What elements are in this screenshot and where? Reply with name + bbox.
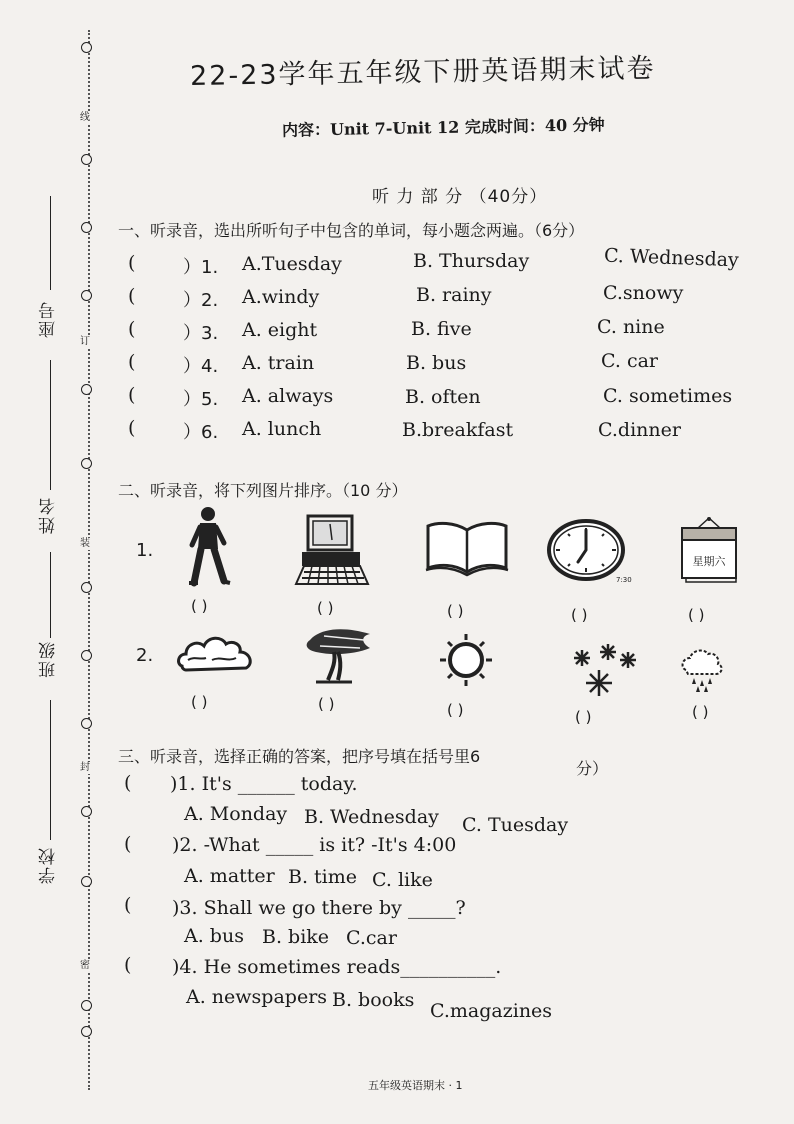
answer-bracket[interactable]: (	[124, 833, 132, 855]
binding-circle	[81, 806, 92, 817]
answer-bracket[interactable]: (	[124, 772, 132, 794]
binding-circle	[81, 718, 92, 729]
order-bracket[interactable]: ( )	[191, 693, 208, 711]
seat-line	[50, 196, 51, 290]
option-c: C. Wednesday	[603, 244, 740, 272]
order-bracket[interactable]: ( )	[692, 703, 709, 721]
option-a: A. bus	[184, 925, 244, 947]
listening-heading: 听 力 部 分 （40分）	[372, 187, 548, 207]
option-c: C.magazines	[430, 1000, 553, 1022]
calendar-icon	[678, 516, 740, 586]
order-bracket[interactable]: ( )	[191, 597, 208, 615]
answer-bracket[interactable]: (	[124, 894, 132, 916]
order-bracket[interactable]: ( )	[447, 602, 464, 620]
order-bracket[interactable]: ( )	[318, 695, 335, 713]
cloudy-icon	[176, 630, 256, 676]
option-c: C.car	[346, 927, 397, 949]
item-number: ）6.	[183, 422, 219, 443]
answer-bracket[interactable]: (	[128, 417, 136, 439]
part3-title-tail: 分）	[576, 759, 609, 778]
option-b: B. bike	[262, 926, 330, 948]
name-line	[50, 360, 51, 490]
question-text: )2. -What _____ is it? -It's 4:00	[172, 834, 457, 856]
option-b: B. time	[288, 866, 358, 888]
question-text: )1. It's ______ today.	[170, 773, 358, 795]
school-line	[50, 700, 51, 840]
option-a: A.windy	[242, 286, 320, 308]
part3-title: 三、听录音，选择正确的答案，把序号填在括号里6	[118, 747, 481, 766]
rain-icon	[680, 644, 724, 692]
option-c: C. sometimes	[603, 385, 733, 407]
order-bracket[interactable]: ( )	[571, 606, 588, 624]
item-number: ）3.	[183, 323, 219, 344]
walking-man-icon	[186, 505, 232, 587]
order-bracket[interactable]: ( )	[447, 701, 464, 719]
calendar-text: 星期六	[692, 555, 726, 568]
order-bracket[interactable]: ( )	[688, 606, 705, 624]
exam-subtitle: 内容：Unit 7-Unit 12 完成时间：40 分钟	[281, 115, 605, 140]
binding-char: 线	[80, 112, 90, 123]
option-c: C. Tuesday	[462, 814, 569, 836]
order-bracket[interactable]: ( )	[317, 599, 334, 617]
option-b: B. five	[411, 318, 472, 340]
exam-title: 22-23学年五年级下册英语期末试卷	[189, 52, 656, 93]
item-number: ）4.	[183, 356, 219, 377]
binding-circle	[81, 222, 92, 233]
clock-time-text: 7:30	[616, 576, 632, 584]
binding-circle	[81, 458, 92, 469]
binding-circle	[81, 582, 92, 593]
part2-title: 二、听录音，将下列图片排序。（10 分）	[118, 481, 408, 500]
option-b: B. Thursday	[413, 250, 530, 272]
item-number: ）1.	[183, 257, 219, 278]
option-c: C. car	[601, 350, 658, 372]
option-a: A. newspapers	[186, 986, 328, 1008]
snow-icon	[566, 642, 640, 698]
question-text: )3. Shall we go there by _____?	[172, 897, 466, 919]
school-label: 学校	[39, 846, 59, 884]
seat-number-label: 座号	[39, 300, 59, 338]
answer-bracket[interactable]: (	[128, 318, 136, 340]
option-b: B. rainy	[416, 284, 492, 306]
class-line	[50, 552, 51, 638]
option-a: A.Tuesday	[242, 253, 342, 275]
binding-char: 装	[80, 538, 90, 549]
binding-circle	[81, 384, 92, 395]
binding-circle	[81, 1026, 92, 1037]
question-text: )4. He sometimes reads__________.	[172, 956, 502, 978]
option-b: B. books	[332, 989, 415, 1011]
answer-bracket[interactable]: (	[128, 384, 136, 406]
class-label: 班级	[39, 640, 59, 678]
part1-title: 一、听录音，选出所听句子中包含的单词，每小题念两遍。（6分）	[118, 221, 585, 240]
option-b: B. Wednesday	[304, 806, 439, 828]
picture-row-1-label: 1.	[136, 540, 154, 561]
binding-char: 封	[80, 762, 90, 773]
windy-tree-icon	[304, 626, 376, 684]
option-a: A. always	[242, 385, 334, 407]
option-a: A. train	[242, 352, 315, 374]
item-number: ）2.	[183, 290, 219, 311]
binding-char: 密	[80, 960, 90, 971]
option-b: B. often	[405, 386, 481, 408]
order-bracket[interactable]: ( )	[575, 708, 592, 726]
binding-circle	[81, 876, 92, 887]
binding-circle	[81, 290, 92, 301]
sun-icon	[436, 630, 496, 690]
name-label: 姓名	[39, 496, 59, 534]
picture-row-2-label: 2.	[136, 645, 154, 666]
open-book-icon	[424, 520, 510, 576]
option-a: A. eight	[242, 319, 318, 341]
binding-circle	[81, 650, 92, 661]
option-a: A. matter	[184, 865, 275, 887]
binding-circle	[81, 1000, 92, 1011]
answer-bracket[interactable]: (	[128, 285, 136, 307]
option-a: A. Monday	[184, 803, 288, 825]
option-c: C.dinner	[598, 419, 681, 441]
option-b: B.breakfast	[402, 419, 514, 441]
binding-circle	[81, 154, 92, 165]
page-footer: 五年级英语期末 · 1	[368, 1079, 463, 1092]
option-b: B. bus	[406, 352, 467, 374]
option-c: C. like	[372, 869, 433, 891]
binding-circle	[81, 42, 92, 53]
answer-bracket[interactable]: (	[128, 252, 136, 274]
option-c: C. nine	[597, 316, 665, 338]
answer-bracket[interactable]: (	[128, 351, 136, 373]
clock-icon	[546, 518, 630, 586]
computer-icon	[294, 514, 374, 586]
item-number: ）5.	[183, 389, 219, 410]
binding-char: 订	[80, 336, 90, 347]
answer-bracket[interactable]: (	[124, 954, 132, 976]
binding-dotted-line	[88, 30, 90, 1090]
option-a: A. lunch	[242, 418, 322, 440]
option-c: C.snowy	[603, 282, 684, 304]
